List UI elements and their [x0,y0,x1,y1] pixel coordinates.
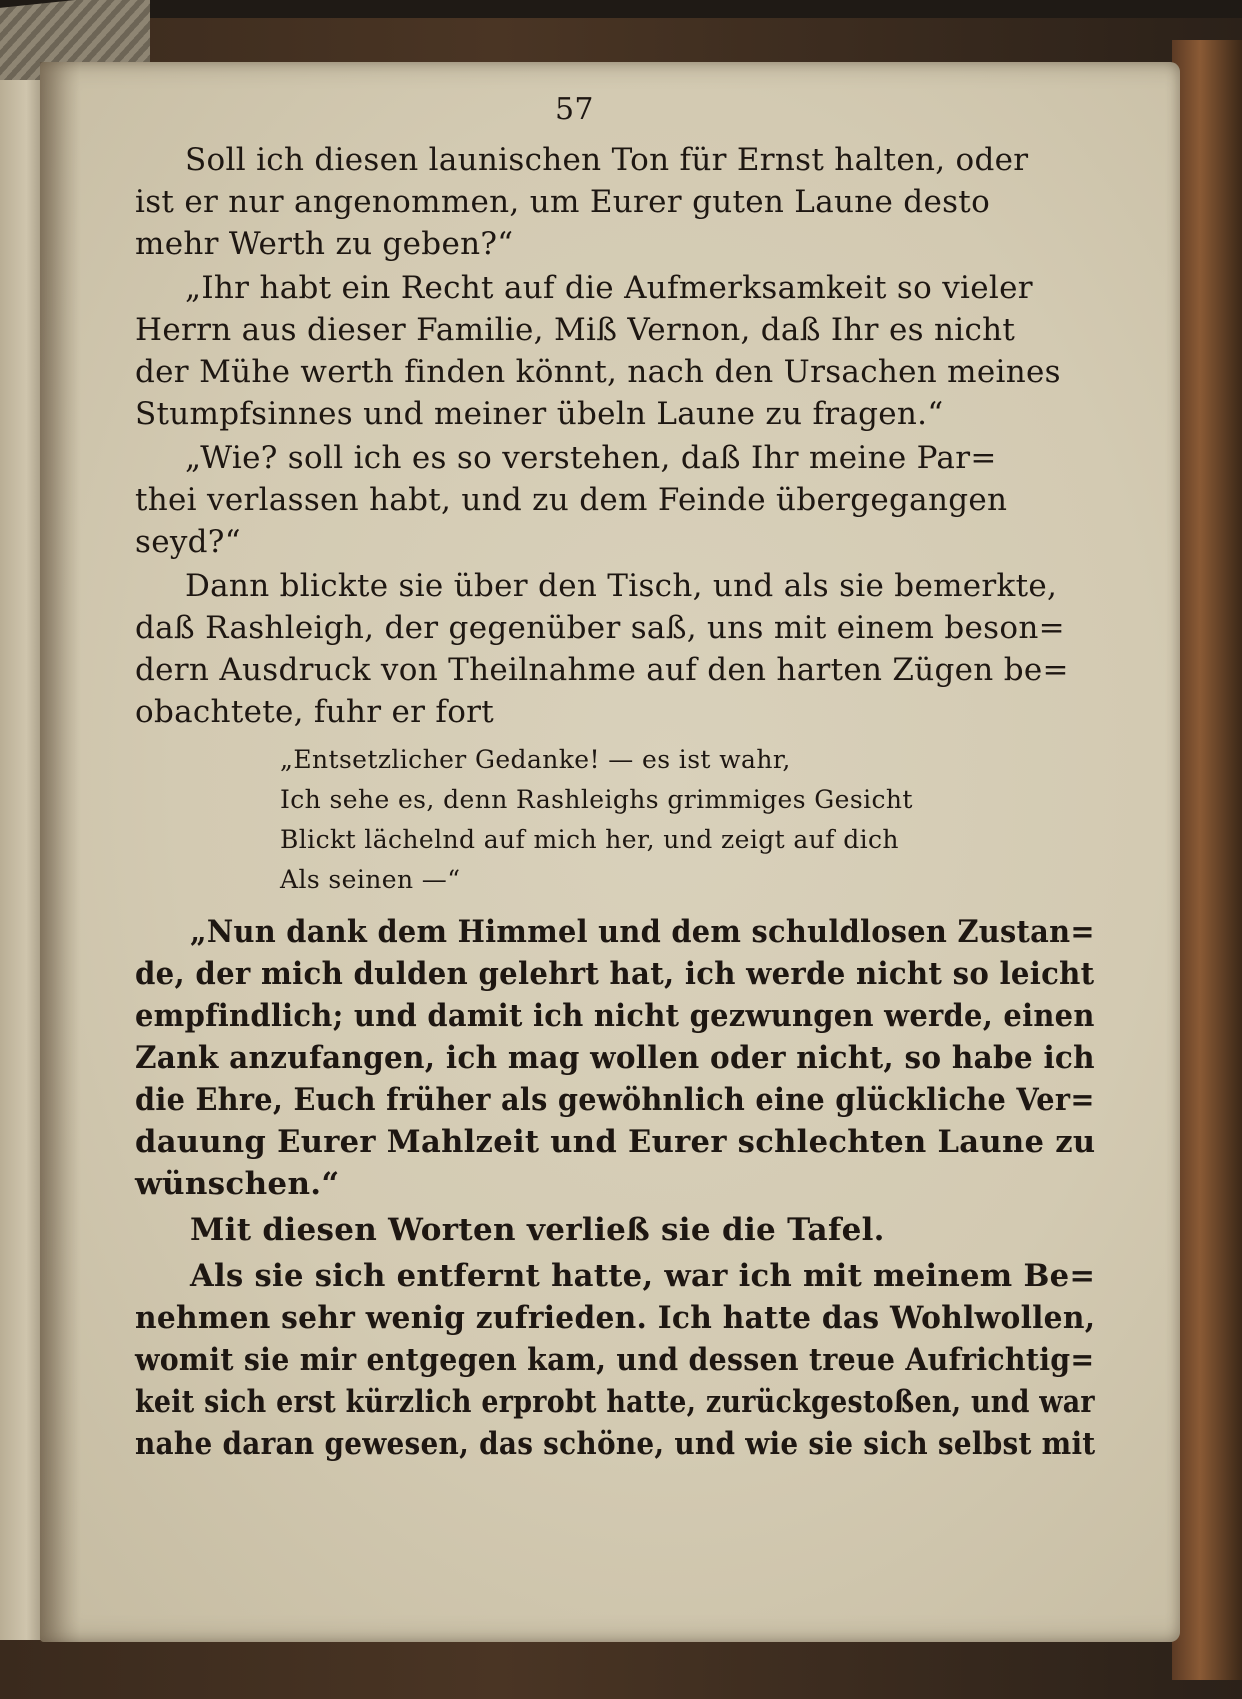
verse-line: „Entsetzlicher Gedanke! — es ist wahr, [280,745,791,774]
text-line: nehmen sehr wenig zufrieden. Ich hatte das Wohlwollen, [135,1300,1096,1336]
text-line: de, der mich dulden gelehrt hat, ich werde nicht so leicht [135,956,1095,992]
verse-line: Ich sehe es, denn Rashleighs grimmiges Gesicht [280,785,913,814]
text-line: „Nun dank dem Himmel und dem schuldlosen Zustan= [190,914,1095,950]
text-line: „Ihr habt ein Recht auf die Aufmerksamkeit so vieler [185,270,1033,306]
text-line: „Wie? soll ich es so verstehen, daß Ihr meine Par= [185,440,997,476]
text-line: obachtete, fuhr er fort [135,694,495,730]
text-line: empfindlich; und damit ich nicht gezwungen werde, einen [135,998,1095,1034]
verse-line: Blickt lächelnd auf mich her, und zeigt auf dich [280,825,899,854]
verse-line: Als seinen —“ [280,865,461,894]
text-line: der Mühe werth finden könnt, nach den Ursachen meines [135,354,1061,390]
text-line: thei verlassen habt, und zu dem Feinde übergegangen [135,482,1008,518]
text-line: dern Ausdruck von Theilnahme auf den harten Zügen be= [135,652,1069,688]
text-line: daß Rashleigh, der gegenüber saß, uns mit einem beson= [135,610,1065,646]
text-line: Stumpfsinnes und meiner übeln Laune zu fragen.“ [135,396,944,432]
text-line: mehr Werth zu geben?“ [135,226,514,262]
text-line: Herrn aus dieser Familie, Miß Vernon, daß Ihr es nicht [135,312,1016,348]
text-line: Dann blickte sie über den Tisch, und als sie bemerkte, [185,568,1058,604]
page-gutter-shadow [40,62,80,1642]
book-page [40,62,1180,1642]
text-line: dauung Eurer Mahlzeit und Eurer schlechten Laune zu [135,1124,1096,1160]
text-line: die Ehre, Euch früher als gewöhnlich eine glückliche Ver= [135,1082,1095,1118]
cover-edge [1172,40,1242,1680]
text-line: wünschen.“ [135,1166,340,1202]
page-number: 57 [555,92,594,127]
text-line: seyd?“ [135,524,241,560]
text-line: nahe daran gewesen, das schöne, und wie sie sich selbst mit [135,1426,1096,1462]
text-line: womit sie mir entgegen kam, und dessen treue Aufrichtig= [135,1342,1095,1378]
text-line: Zank anzufangen, ich mag wollen oder nicht, so habe ich [135,1040,1095,1076]
left-page-edge [0,80,44,1640]
text-line: ist er nur angenommen, um Eurer guten Laune desto [135,184,991,220]
text-line: keit sich erst kürzlich erprobt hatte, zurückgestoßen, und war [135,1384,1095,1420]
text-line: Als sie sich entfernt hatte, war ich mit meinem Be= [190,1258,1096,1294]
text-line: Soll ich diesen launischen Ton für Ernst halten, oder [185,142,1029,178]
text-line: Mit diesen Worten verließ sie die Tafel. [190,1212,885,1248]
